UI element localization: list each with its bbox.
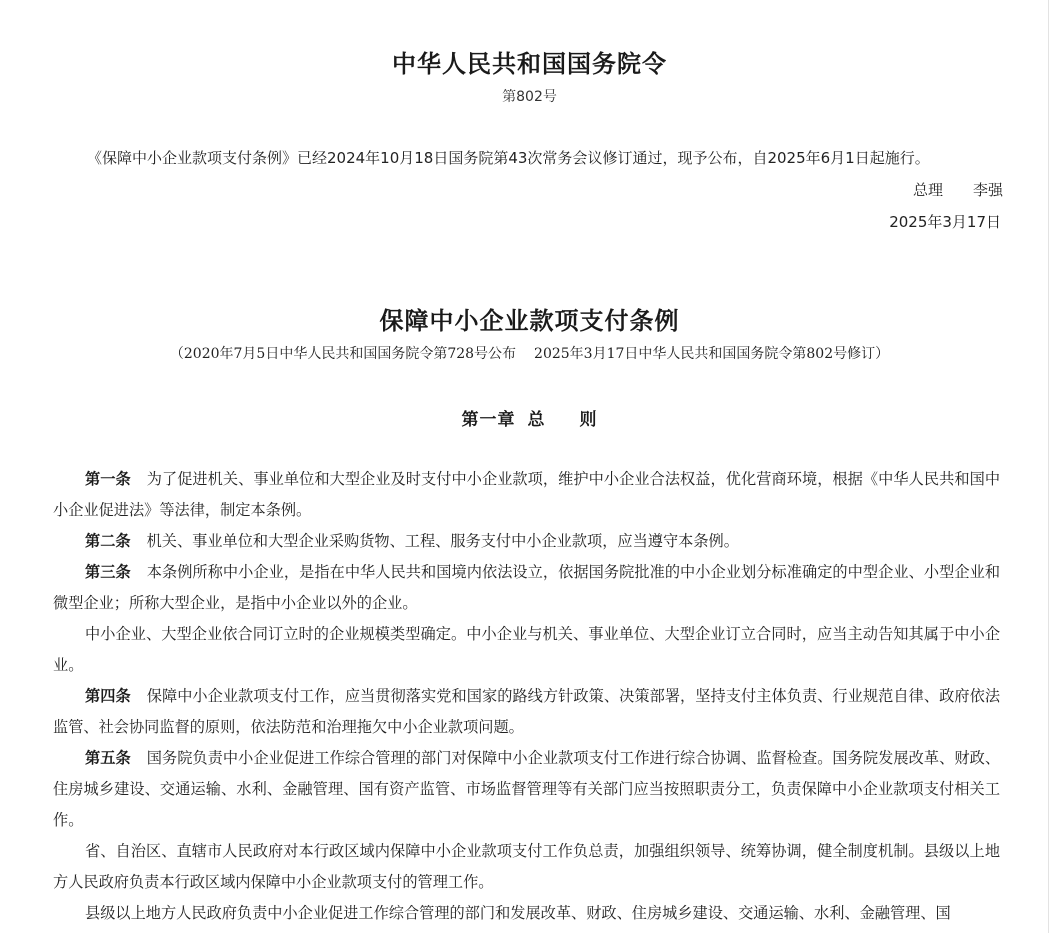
regulation-subtitle — [0, 343, 1059, 363]
article-text: 中小企业、大型企业依合同订立时的企业规模类型确定。中小企业与机关、事业单位、大型企业订立合同时，应当主动告知其属于中小企业。 — [53, 625, 1000, 674]
article-paragraph — [53, 898, 1000, 929]
decree-text: 《保障中小企业款项支付条例》已经2024年10月18日国务院第43次常务会议修订通过，现予公布，自2025年6月1日起施行。 — [87, 149, 930, 167]
decree-number: 第802号 — [502, 89, 557, 105]
subtitle-part-b: 2025年3月17日中华人民共和国国务院令第802号修订） — [534, 346, 890, 362]
article-paragraph — [53, 681, 1000, 743]
chapter-title-a: 总 — [527, 410, 546, 430]
article-text: 保障中小企业款项支付工作，应当贯彻落实党和国家的路线方针政策、决策部署，坚持支付主体负责、行业规范自律、政府依法监管、社会协同监督的原则，依法防范和治理拖欠中小企业款项问题。 — [53, 687, 1001, 736]
article-text: 为了促进机关、事业单位和大型企业及时支付中小企业款项，维护中小企业合法权益，优化营商环境，根据《中华人民共和国中小企业促进法》等法律，制定本条例。 — [53, 470, 1001, 519]
article-number: 第二条 — [85, 532, 131, 550]
article-number: 第四条 — [85, 687, 131, 705]
article-paragraph — [53, 619, 1000, 681]
article-text: 国务院负责中小企业促进工作综合管理的部门对保障中小企业款项支付工作进行综合协调、监督检查。国务院发展改革、财政、住房城乡建设、交通运输、水利、金融管理、国有资产监管、市场监督管理等有关部门应当按照职责分工，负责保障中小企业款项支付相关工作。 — [53, 749, 1001, 829]
article-text: 机关、事业单位和大型企业采购货物、工程、服务支付中小企业款项，应当遵守本条例。 — [146, 532, 739, 550]
signature-line — [913, 179, 1003, 200]
chapter-heading — [0, 405, 1059, 430]
regulation-title: 保障中小企业款项支付条例 — [379, 306, 680, 335]
subtitle-part-a: （2020年7月5日中华人民共和国国务院令第728号公布 — [169, 346, 517, 362]
regulation-body — [53, 464, 1000, 929]
chapter-number: 第一章 — [461, 410, 516, 430]
article-text: 本条例所称中小企业，是指在中华人民共和国境内依法设立，依据国务院批准的中小企业划分标准确定的中型企业、小型企业和微型企业；所称大型企业，是指中小企业以外的企业。 — [53, 563, 1001, 612]
article-paragraph — [53, 743, 1000, 836]
article-number: 第三条 — [85, 563, 131, 581]
signer-name: 李强 — [972, 181, 1003, 199]
decree-date: 2025年3月17日 — [889, 213, 1001, 231]
article-number: 第一条 — [85, 470, 131, 488]
signer-title: 总理 — [912, 181, 943, 199]
article-paragraph — [53, 836, 1000, 898]
article-text: 县级以上地方人民政府负责中小企业促进工作综合管理的部门和发展改革、财政、住房城乡建设、交通运输、水利、金融管理、国 — [85, 904, 951, 922]
article-paragraph — [53, 526, 1000, 557]
decree-title: 中华人民共和国国务院令 — [392, 49, 667, 78]
article-paragraph — [53, 464, 1000, 526]
article-text: 省、自治区、直辖市人民政府对本行政区域内保障中小企业款项支付工作负总责，加强组织领导、统筹协调，健全制度机制。县级以上地方人民政府负责本行政区域内保障中小企业款项支付的管理工作。 — [53, 842, 1000, 891]
chapter-title-b: 则 — [579, 410, 598, 430]
article-paragraph — [53, 557, 1000, 619]
article-number: 第五条 — [85, 749, 131, 767]
